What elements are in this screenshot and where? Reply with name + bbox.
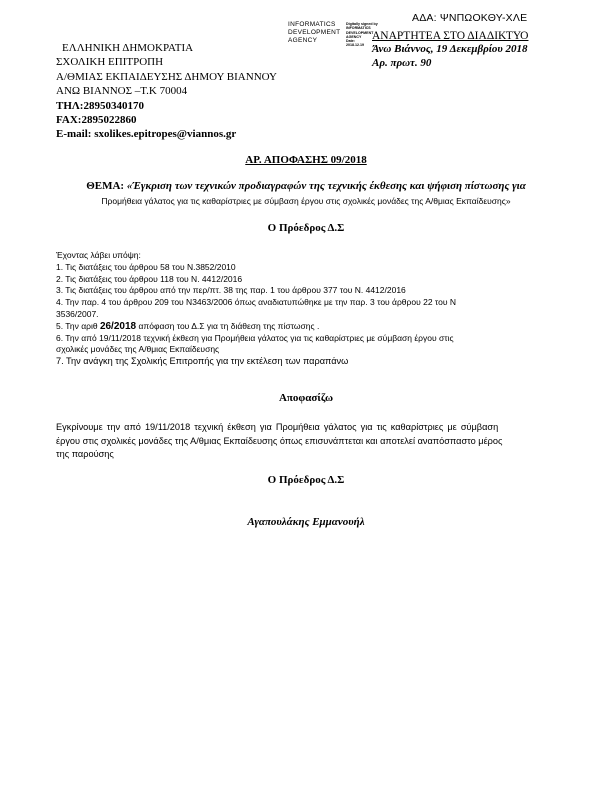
signatory-name: Αγαπουλάκης Εμμανουήλ: [247, 516, 365, 528]
president-signature-heading: Ο Πρόεδρος Δ.Σ: [267, 474, 345, 486]
considerations-list: [56, 250, 456, 368]
approval-line: της παρούσης: [56, 449, 114, 459]
list-item: [56, 321, 456, 333]
list-item: σχολικές μονάδες της Α/θμιας Εκπαίδευσης: [56, 344, 220, 355]
committee-name: ΣΧΟΛΙΚΗ ΕΠΙΤΡΟΠΗ: [56, 56, 164, 69]
stamp-signature-line: INFORMATICS: [346, 26, 371, 31]
posting-notice: ΑΝΑΡΤΗΤΕΑ ΣΤΟ ΔΙΑΔΙΚΤΥΟ: [372, 30, 529, 42]
list-item: 7. Την ανάγκη της Σχολικής Επιτροπής για την εκτέλεση των παραπάνω: [56, 356, 349, 367]
subject-continuation: Προμήθεια γάλατος για τις καθαρίστριες με σύμβαση έργου στις σχολικές μονάδες της Α/θμιας Εκπαίδευσης»: [101, 196, 511, 206]
item5-suffix: απόφαση του Δ.Σ για τη διάθεση της πίστωσης .: [136, 320, 320, 331]
list-item: 2. Τις διατάξεις του άρθρου 118 του Ν. 4412/2016: [56, 273, 243, 284]
approval-line: έργου στις σχολικές μονάδες της Α/θμιας Εκπαίδευσης όπως επισυνάπτεται και αποτελεί αναπόσπαστο μέρος: [56, 435, 503, 446]
stamp-signature-line: DEVELOPMENT: [346, 30, 374, 35]
education-unit: Α/ΘΜΙΑΣ ΕΚΠΑΙΔΕΥΣΗΣ ΔΗΜΟΥ ΒΙΑΝΝΟΥ: [56, 70, 277, 83]
list-item: 6. Την από 19/11/2018 τεχνική έκθεση για Προμήθεια γάλατος για τις καθαρίστριες με σύμβαση έργου στις: [56, 332, 454, 343]
country-name: ΕΛΛΗΝΙΚΗ ΔΗΜΟΚΡΑΤΙΑ: [62, 42, 194, 54]
subject-line: [0, 180, 612, 192]
item5-prefix: 5. Την αριθ: [56, 320, 100, 331]
phone: ΤΗΛ:28950340170: [56, 99, 144, 112]
list-item: 4. Την παρ. 4 του άρθρου 209 του Ν3463/2006 όπως αναδιατυπώθηκε με την παρ. 3 του άρθρου 22 του Ν: [56, 297, 457, 308]
stamp-signature-line: Digitally signed by: [346, 22, 378, 26]
item5-number: 26/2018: [99, 320, 137, 332]
protocol-number: Αρ. πρωτ. 90: [372, 57, 432, 69]
list-item: 3. Τις διατάξεις του άρθρου από την περ/πτ. 38 της παρ. 1 του άρθρου 377 του Ν. 4412/2016: [56, 285, 406, 296]
letterhead: [56, 41, 277, 142]
president-heading: Ο Πρόεδρος Δ.Σ: [267, 222, 345, 234]
address: ΑΝΩ ΒΙΑΝΝΟΣ –Τ.Κ 70004: [56, 85, 188, 98]
considerations-intro: Έχοντας λάβει υπόψη:: [56, 250, 141, 260]
email: E-mail: sxolikes.epitropes@viannos.gr: [56, 128, 237, 141]
stamp-signature-line: 2018.12.19: [346, 43, 364, 48]
approval-line: Εγκρίνουμε την από 19/11/2018 τεχνική έκθεση για Προμήθεια γάλατος για τις καθαρίστριες με σύμβαση: [56, 422, 499, 432]
stamp-agency-line: DEVELOPMENT: [288, 29, 341, 36]
subject-text: «Έγκριση των τεχνικών προδιαγραφών της τεχνικής έκθεσης και ψήφιση πίστωσης για: [124, 180, 526, 192]
stamp-signature-line: AGENCY: [346, 34, 362, 39]
digital-signature-stamp: [288, 21, 378, 49]
stamp-agency-line: AGENCY: [288, 37, 318, 44]
stamp-signature-line: Date:: [346, 39, 355, 44]
ada-code: ΑΔΑ: ΨΝΠΩΟΚΘΥ-ΧΛΕ: [412, 12, 528, 24]
stamp-agency-line: INFORMATICS: [288, 21, 336, 28]
decision-number: ΑΡ. ΑΠΟΦΑΣΗΣ 09/2018: [245, 154, 367, 166]
subject-label: ΘΕΜΑ:: [86, 180, 125, 192]
list-item: 3536/2007.: [56, 308, 99, 319]
place-date: Άνω Βιάννος, 19 Δεκεμβρίου 2018: [372, 43, 528, 55]
decide-heading: Αποφασίζω: [278, 392, 334, 404]
stamp-agency: [288, 21, 340, 45]
fax: FAX:2895022860: [56, 114, 137, 127]
approval-paragraph: [56, 421, 562, 462]
list-item: 1. Τις διατάξεις του άρθρου 58 του Ν.3852/2010: [56, 261, 236, 272]
